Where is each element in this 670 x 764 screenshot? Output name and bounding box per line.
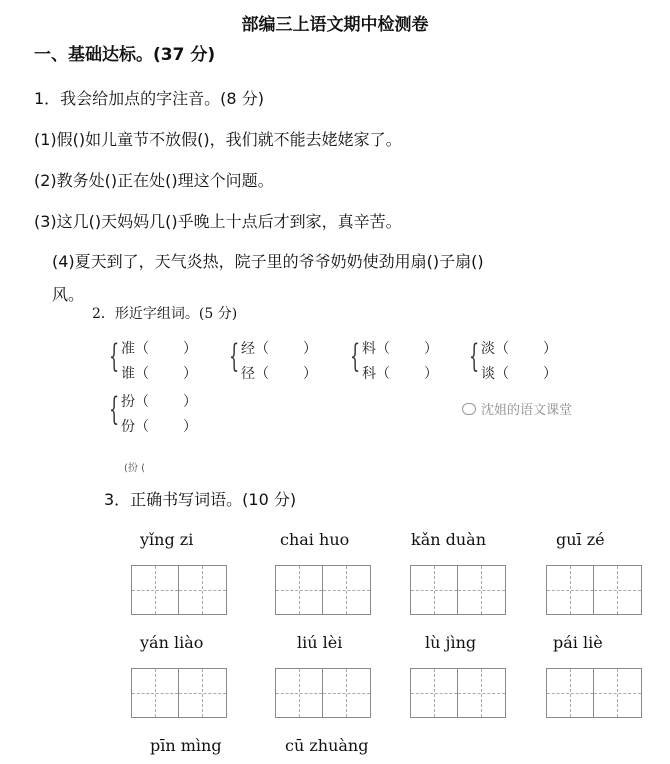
pinyin-label: yán liào bbox=[140, 633, 204, 652]
grid-cell[interactable] bbox=[132, 566, 179, 614]
question-3-title: 3．正确书写词语。(10 分) bbox=[104, 490, 297, 509]
grid-cell[interactable] bbox=[276, 566, 323, 614]
grid-cell[interactable] bbox=[547, 566, 594, 614]
word-group-2 bbox=[229, 337, 345, 388]
writing-grid[interactable] bbox=[410, 668, 506, 718]
question-2-title: 2．形近字组词。(5 分) bbox=[92, 306, 238, 322]
word-prompt: 科（ bbox=[362, 366, 390, 382]
pinyin-label: pái liè bbox=[553, 633, 603, 652]
writing-grid[interactable] bbox=[275, 565, 371, 615]
grid-cell[interactable] bbox=[276, 669, 323, 717]
pinyin-label: lù jìng bbox=[425, 633, 477, 652]
pinyin-label: guī zé bbox=[556, 530, 605, 549]
close-paren: ） bbox=[183, 394, 197, 410]
brace-icon: { bbox=[109, 390, 120, 428]
grid-cell[interactable] bbox=[179, 566, 226, 614]
close-paren: ） bbox=[424, 366, 438, 382]
question-1-title: 1．我会给加点的字注音。(8 分) bbox=[34, 89, 264, 108]
brace-icon: { bbox=[229, 337, 240, 375]
word-group-4 bbox=[469, 337, 585, 388]
word-prompt: 淡（ bbox=[481, 341, 509, 357]
grid-cell[interactable] bbox=[547, 669, 594, 717]
close-paren: ） bbox=[543, 366, 557, 382]
word-group-1 bbox=[109, 337, 225, 388]
grid-cell[interactable] bbox=[179, 669, 226, 717]
grid-cell[interactable] bbox=[323, 669, 370, 717]
grid-cell[interactable] bbox=[458, 669, 505, 717]
grid-cell[interactable] bbox=[411, 669, 458, 717]
word-prompt: 料（ bbox=[362, 341, 390, 357]
close-paren: ） bbox=[183, 341, 197, 357]
grid-cell[interactable] bbox=[323, 566, 370, 614]
word-prompt: 准（ bbox=[121, 341, 149, 357]
close-paren: ） bbox=[424, 341, 438, 357]
pinyin-label: cū zhuàng bbox=[285, 736, 369, 755]
cropped-line: (扮 ( bbox=[124, 463, 145, 474]
pinyin-label: pīn mìng bbox=[150, 736, 222, 755]
writing-grid[interactable] bbox=[131, 565, 227, 615]
page-title: 部编三上语文期中检测卷 bbox=[241, 15, 429, 35]
grid-cell[interactable] bbox=[594, 566, 641, 614]
brace-icon: { bbox=[109, 337, 120, 375]
pinyin-label: chai huo bbox=[280, 530, 350, 549]
writing-grid[interactable] bbox=[546, 668, 642, 718]
word-group-5 bbox=[109, 390, 225, 441]
question-1-item-4-cont: 风。 bbox=[52, 285, 85, 304]
question-1-item-2: (2)教务处()正在处()理这个问题。 bbox=[34, 171, 274, 190]
watermark bbox=[462, 399, 572, 418]
pinyin-label: yǐng zi bbox=[140, 530, 194, 549]
brace-icon: { bbox=[350, 337, 361, 375]
word-prompt: 径（ bbox=[241, 366, 269, 382]
writing-grid[interactable] bbox=[131, 668, 227, 718]
grid-cell[interactable] bbox=[594, 669, 641, 717]
close-paren: ） bbox=[543, 341, 557, 357]
writing-grid[interactable] bbox=[275, 668, 371, 718]
pinyin-label: liú lèi bbox=[297, 633, 343, 652]
grid-cell[interactable] bbox=[132, 669, 179, 717]
close-paren: ） bbox=[183, 419, 197, 435]
word-prompt: 扮（ bbox=[121, 394, 149, 410]
word-prompt: 经（ bbox=[241, 341, 269, 357]
close-paren: ） bbox=[303, 341, 317, 357]
word-prompt: 份（ bbox=[121, 419, 149, 435]
brace-icon: { bbox=[469, 337, 480, 375]
writing-grid[interactable] bbox=[546, 565, 642, 615]
grid-cell[interactable] bbox=[411, 566, 458, 614]
word-prompt: 谁（ bbox=[121, 366, 149, 382]
grid-cell[interactable] bbox=[458, 566, 505, 614]
question-1-item-3: (3)这几()天妈妈几()乎晚上十点后才到家，真辛苦。 bbox=[34, 212, 402, 231]
section-heading: 一、基础达标。(37 分) bbox=[34, 45, 216, 65]
writing-grid[interactable] bbox=[410, 565, 506, 615]
question-1-item-4: (4)夏天到了，天气炎热，院子里的爷爷奶奶使劲用扇()子扇() bbox=[52, 252, 484, 271]
close-paren: ） bbox=[303, 366, 317, 382]
wechat-icon bbox=[462, 403, 476, 415]
watermark-text: 沈姐的语文课堂 bbox=[481, 403, 573, 418]
word-prompt: 谈（ bbox=[481, 366, 509, 382]
question-1-item-1: (1)假()如儿童节不放假()，我们就不能去姥姥家了。 bbox=[34, 130, 402, 149]
word-group-3 bbox=[350, 337, 466, 388]
close-paren: ） bbox=[183, 366, 197, 382]
pinyin-label: kǎn duàn bbox=[411, 530, 487, 549]
